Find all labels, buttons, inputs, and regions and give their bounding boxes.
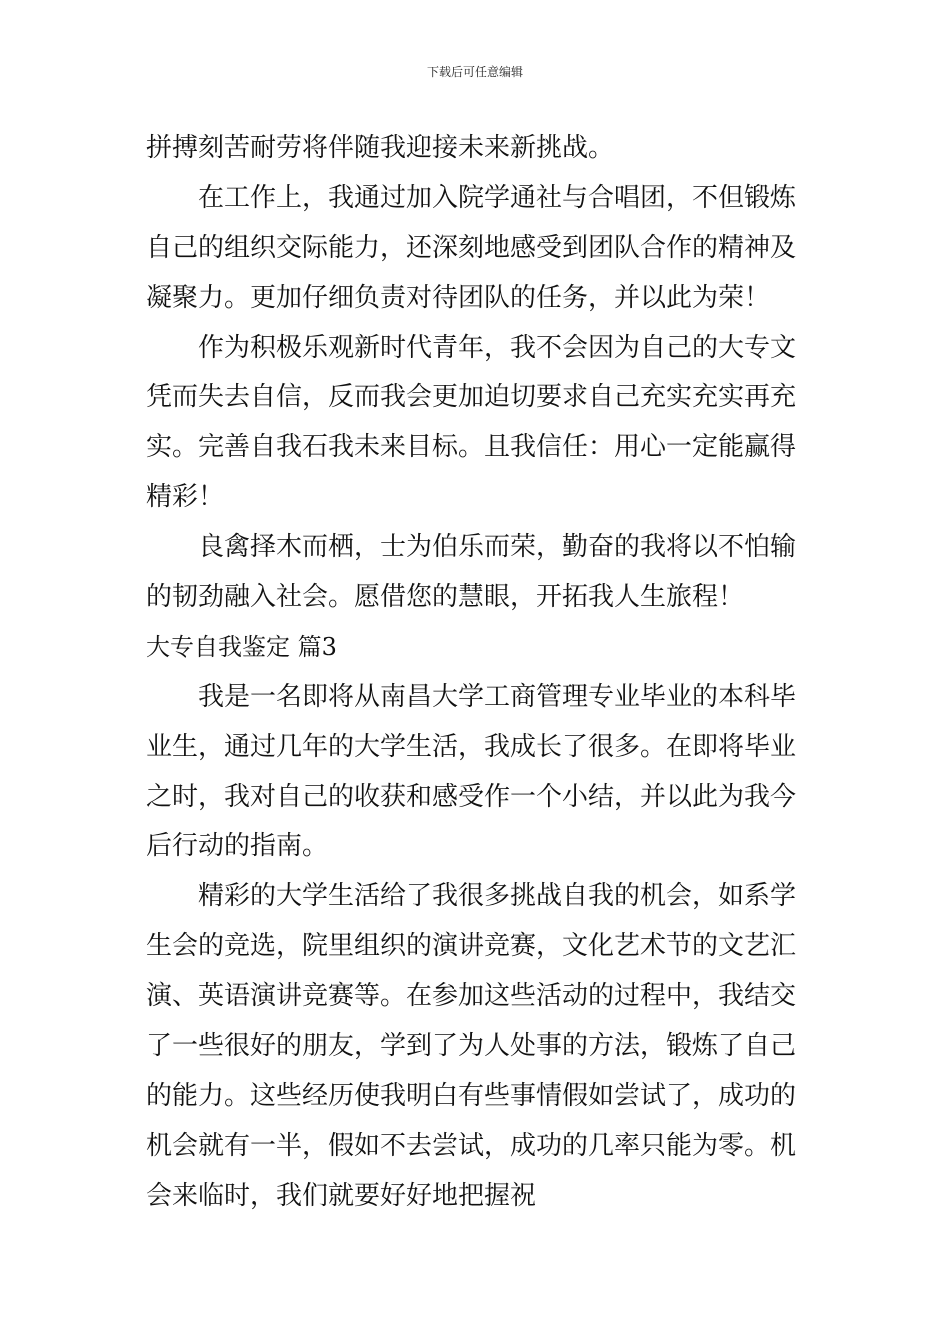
text-line: 之时，我对自己的收获和感受作一个小结，并以此为我今 [146, 781, 797, 812]
text-line: 凝聚力。更加仔细负责对待团队的任务，并以此为荣！ [146, 282, 771, 313]
text-line: 拼搏刻苦耐劳将伴随我迎接未来新挑战。 [146, 133, 615, 163]
text-line: 生会的竞选，院里组织的演讲竞赛，文化艺术节的文艺汇 [146, 931, 797, 962]
text-line: 演、英语演讲竞赛等。在参加这些活动的过程中，我结交 [146, 981, 797, 1012]
paragraph-first-line: 我是一名即将从南昌大学工商管理专业毕业的本科毕 [198, 681, 797, 712]
text-line: 业生，通过几年的大学生活，我成长了很多。在即将毕业 [146, 731, 797, 762]
page-header: 下载后可任意编辑 [426, 65, 523, 79]
paragraph-first-line: 作为积极乐观新时代青年，我不会因为自己的大专文 [198, 332, 797, 363]
text-line: 后行动的指南。 [146, 831, 329, 862]
paragraph-first-line: 精彩的大学生活给了我很多挑战自我的机会，如系学 [198, 881, 797, 912]
paragraph-first-line: 良禽择木而栖，士为伯乐而荣，勤奋的我将以不怕输 [198, 532, 797, 563]
text-line: 的韧劲融入社会。愿借您的慧眼，开拓我人生旅程！ [146, 582, 745, 613]
text-line: 实。完善自我石我未来目标。且我信任：用心一定能赢得 [146, 432, 797, 463]
text-line: 的能力。这些经历使我明白有些事情假如尝试了，成功的 [146, 1080, 797, 1111]
text-line: 了一些很好的朋友，学到了为人处事的方法，锻炼了自己 [146, 1031, 797, 1062]
paragraph-first-line: 在工作上，我通过加入院学通社与合唱团，不但锻炼 [198, 182, 797, 213]
text-line: 会来临时，我们就要好好地把握祝 [146, 1180, 537, 1211]
section-heading: 大专自我鉴定 篇3 [146, 632, 337, 661]
text-line: 精彩！ [146, 482, 225, 513]
text-line: 自己的组织交际能力，还深刻地感受到团队合作的精神及 [146, 232, 797, 263]
text-line: 机会就有一半，假如不去尝试，成功的几率只能为零。机 [146, 1130, 797, 1161]
document-body [146, 124, 810, 1222]
text-line: 凭而失去自信，反而我会更加迫切要求自己充实充实再充 [146, 382, 797, 413]
